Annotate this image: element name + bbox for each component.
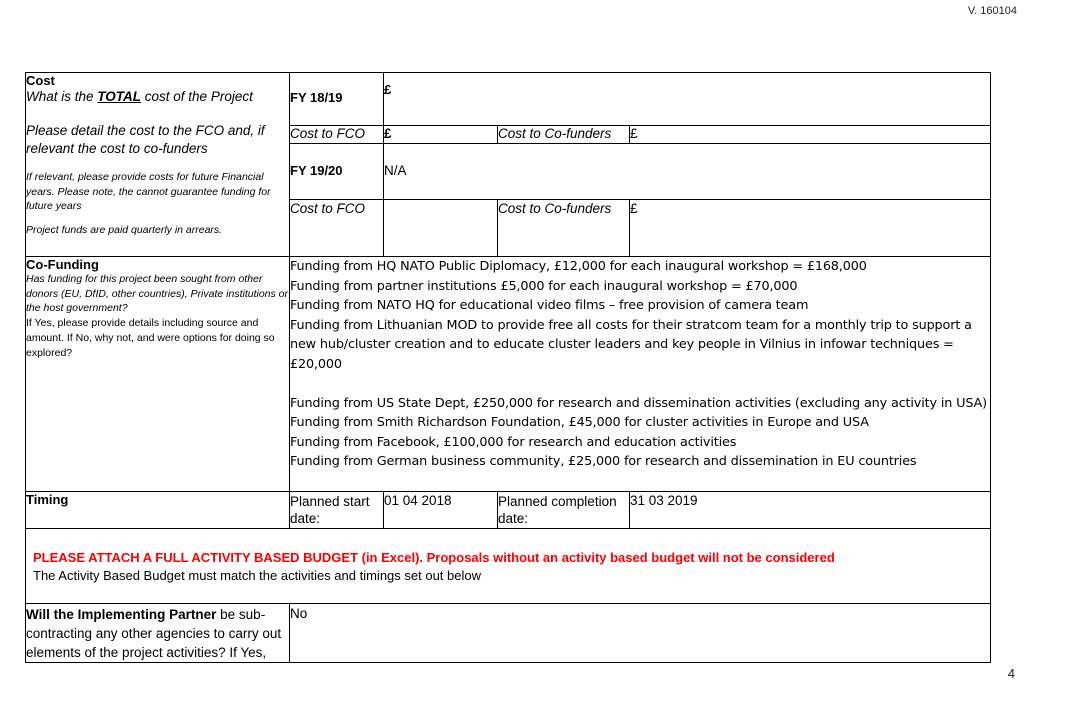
budget-note: The Activity Based Budget must match the activities and timings set out below (33, 568, 481, 583)
cofunding-line: Funding from Facebook, £100,000 for research and education activities (290, 434, 737, 450)
future-years-note: If relevant, please provide costs for future Financial years. Please note, the cannot guarantee funding for future years (26, 171, 271, 212)
fy2-label-cell (290, 144, 384, 200)
fy1-label: FY 18/19 (290, 90, 343, 105)
timing-label-cell (26, 492, 290, 529)
project-form-table (25, 72, 991, 663)
fy2-value: N/A (384, 144, 991, 200)
start-date-label: Planned start date: (290, 492, 384, 529)
budget-warning: PLEASE ATTACH A FULL ACTIVITY BASED BUDGET (in Excel). Proposals without an activity based budget will not be considered (33, 550, 835, 565)
cost-heading: Cost (26, 73, 55, 88)
completion-date-label: Planned completion date: (498, 492, 630, 529)
cofunding-line: Funding from Smith Richardson Foundation, £45,000 for cluster activities in Europe and USA (290, 415, 869, 430)
cofunding-line: Funding from German business community, £25,000 for research and dissemination in EU countries (290, 454, 917, 469)
fy2-label: FY 19/20 (290, 163, 343, 178)
timing-heading: Timing (26, 492, 69, 507)
cofunding-line: Funding from HQ NATO Public Diplomacy, £12,000 for each inaugural workshop = £168,000 (290, 259, 867, 274)
cofunding-line: Funding from US State Dept, £250,000 for research and dissemination activities (excluding any activity in USA) (290, 395, 987, 411)
subcontract-question-bold: Will the Implementing Partner (26, 607, 217, 622)
cofunders2-label: Cost to Co-funders (498, 200, 630, 257)
subcontract-answer: No (290, 604, 991, 663)
fco1-value: £ (384, 126, 498, 144)
fco2-label: Cost to FCO (290, 200, 384, 257)
cofunding-details-cell (290, 257, 991, 492)
fy1-value: £ (384, 82, 392, 97)
fco1-label: Cost to FCO (290, 126, 384, 144)
budget-cell (26, 529, 991, 604)
cofunding-instructions: If Yes, please provide details including source and amount. If No, why not, and were options for doing so explored? (26, 316, 275, 359)
page-number: 4 (1007, 666, 1015, 681)
cofunding-line: Funding from NATO HQ for educational video films – free provision of camera team (290, 298, 809, 313)
cost-total-question: What is the TOTAL cost of the Project (26, 89, 253, 104)
cofunding-spacer (290, 374, 990, 394)
fy1-value-cell (384, 73, 991, 126)
subcontract-question-text: be sub-contracting any other agencies to carry out elements of the project activities? If Yes, (26, 607, 282, 660)
subcontract-question-cell (26, 604, 290, 663)
cofunding-heading: Co-Funding (26, 257, 99, 272)
cofunding-line: Funding from partner institutions £5,000 for each inaugural workshop = £70,000 (290, 278, 798, 294)
cofunders1-label: Cost to Co-funders (498, 126, 630, 144)
cofunders2-value: £ (630, 200, 991, 257)
completion-date-value: 31 03 2019 (630, 492, 991, 529)
start-date-value: 01 04 2018 (384, 492, 498, 529)
cofunders1-value: £ (630, 126, 991, 144)
arrears-note: Project funds are paid quarterly in arrears. (26, 223, 223, 236)
cofunding-label-cell (26, 257, 290, 492)
cofunding-line: Funding from Lithuanian MOD to provide free all costs for their stratcom team for a monthly trip to support a new hub/cluster creation and to educate cluster leaders and key people in Vilnius in infowar techniques = £20,000 (290, 317, 972, 372)
fy1-label-cell (290, 73, 384, 126)
cost-detail-text: Please detail the cost to the FCO and, if relevant the cost to co-funders (26, 123, 265, 156)
version-label: V. 160104 (967, 5, 1017, 17)
cost-label-cell (26, 73, 290, 257)
cofunding-question: Has funding for this project been sought from other donors (EU, DfID, other countries), Private institutions or the host government? (26, 273, 289, 314)
fco2-value (384, 200, 498, 257)
